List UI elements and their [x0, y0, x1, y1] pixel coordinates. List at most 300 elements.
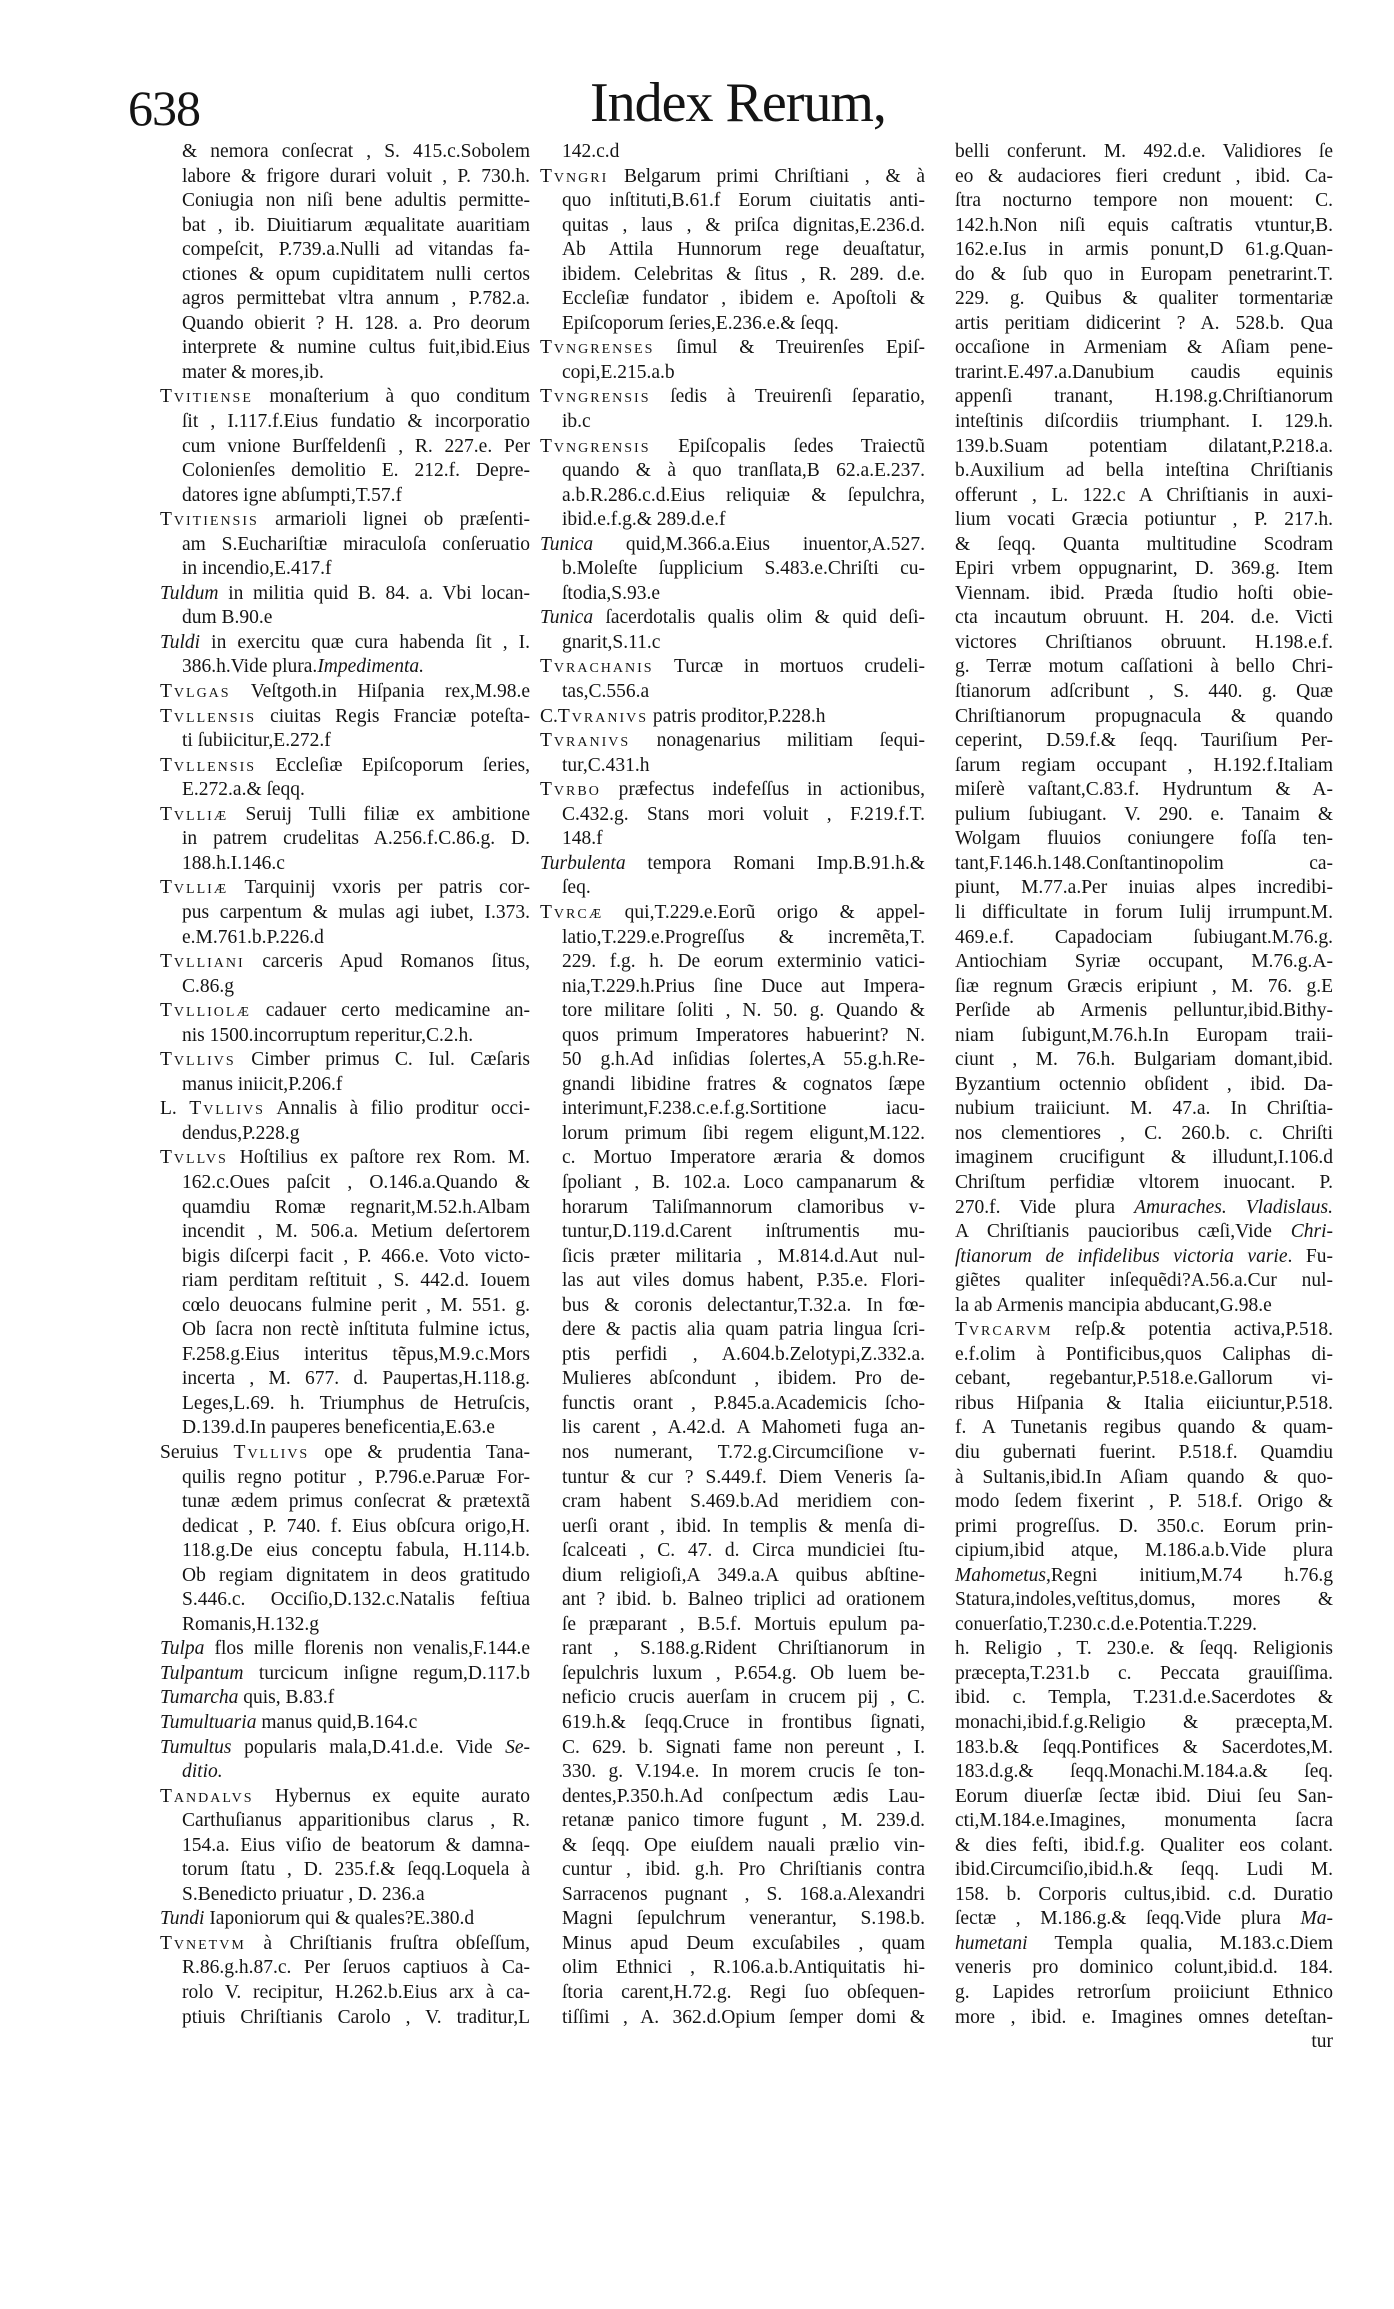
- index-entry-line: [540, 926, 925, 951]
- entry-text: interimunt,F.238.c.e.f.g.Sortitione iacu-: [562, 1098, 925, 1120]
- index-entry-line: [540, 1834, 925, 1859]
- index-entry-line: [955, 1245, 1333, 1270]
- entry-text: uerſi orant , ibid. In templis & menſa di-: [562, 1515, 925, 1537]
- entry-text: b.Auxilium ad bella inteſtina Chriſtianis: [955, 460, 1333, 482]
- headword: Tvlliolæ: [160, 1000, 251, 1022]
- entry-text: agros permittebat vltra annum , P.782.a.: [182, 288, 530, 310]
- index-entry-line: [540, 975, 925, 1000]
- index-entry-line: [160, 1564, 530, 1589]
- index-entry-headline: [160, 705, 530, 730]
- headword: Tvrachanis: [540, 656, 654, 678]
- index-entry-line: [955, 1294, 1333, 1319]
- index-entry-line: [955, 1490, 1333, 1515]
- entry-text: b.Moleſte ſupplicium S.483.e.Chriſti cu-: [562, 558, 925, 580]
- entry-text: ſectæ , M.186.g.& ſeqq.Vide plura: [955, 1908, 1301, 1930]
- index-entry-line: [540, 459, 925, 484]
- index-entry-line: [540, 1613, 925, 1638]
- entry-text: Coniugia non niſi bene adultis permitte-: [182, 190, 530, 212]
- entry-text: neficio crucis auerſam in crucem pij , C.: [562, 1687, 925, 1709]
- index-entry-line: [955, 1956, 1333, 1981]
- index-entry-line: [955, 1024, 1333, 1049]
- index-entry-line: [955, 1416, 1333, 1441]
- entry-text: quilis regno potitur , P.796.e.Paruæ For-: [182, 1466, 530, 1488]
- index-entry-line: [955, 385, 1333, 410]
- entry-text: lis carent , A.42.d. A Mahometi fuga an-: [562, 1417, 925, 1439]
- index-entry-line: [955, 1588, 1333, 1613]
- index-entry-line: [955, 1220, 1333, 1245]
- entry-text: cipium,ibid atque, M.186.a.b.Vide plura: [955, 1540, 1333, 1562]
- entry-text: quitas , laus , & priſca dignitas,E.236.d.: [562, 214, 925, 236]
- entry-text: dium religioſi,A 349.a.A quibus abſtine-: [562, 1564, 925, 1586]
- index-entry-line: [955, 1932, 1333, 1957]
- index-entry-headline: [160, 1686, 530, 1711]
- entry-text: Chriſtianorum propugnacula & quando: [955, 705, 1333, 727]
- index-entry-line: [955, 729, 1333, 754]
- entry-text: R.86.g.h.87.c. Per ſeruos captiuos à Ca-: [182, 1957, 530, 1979]
- index-entry-headline: [540, 778, 925, 803]
- index-entry-line: [160, 238, 530, 263]
- index-entry-line: [540, 214, 925, 239]
- headword-prefix: C.: [540, 705, 558, 727]
- entry-text: præfectus indefeſſus in actionibus,: [600, 779, 925, 801]
- entry-text: las aut viles domus habent, P.35.e. Flori-: [562, 1270, 925, 1292]
- index-entry-line: [540, 312, 925, 337]
- headword: Tvllensis: [160, 705, 257, 727]
- entry-text: pus carpentum & mulas agi iubet, I.373.: [182, 901, 530, 923]
- index-entry-headline: [160, 1146, 530, 1171]
- index-entry-line: [955, 140, 1333, 165]
- entry-text: cti,M.184.e.Imagines, monumenta ſacra: [955, 1810, 1333, 1832]
- index-entry-line: [540, 1367, 925, 1392]
- entry-text: pulium ſubiugant. V. 290. e. Tanaim &: [955, 803, 1333, 825]
- entry-text: in incendio,E.417.f: [182, 558, 332, 580]
- entry-text: Mulieres abſcondunt , ibidem. Pro de-: [562, 1368, 925, 1390]
- entry-text: 154.a. Eius viſio de beatorum & damna-: [182, 1834, 530, 1856]
- entry-text: c. Mortuo Imperatore æraria & domos: [562, 1147, 925, 1169]
- entry-text: dendus,P.228.g: [182, 1122, 300, 1144]
- entry-text: 148.f: [562, 828, 603, 850]
- entry-text: ope & prudentia Tana-: [309, 1441, 531, 1463]
- index-entry-line: [955, 1981, 1333, 2006]
- entry-text: 330. g. V.194.e. In morem crucis ſe ton-: [562, 1761, 925, 1783]
- entry-text: quamdiu Romæ regnarit,M.52.h.Albam: [182, 1196, 530, 1218]
- index-entry-line: [955, 1711, 1333, 1736]
- entry-text: ſicis præter militaria , M.814.d.Aut nul-: [562, 1245, 925, 1267]
- entry-text: Carthuſianus apparitionibus clarus , R.: [182, 1810, 530, 1832]
- index-entry-line: [160, 1294, 530, 1319]
- index-entry-line: [160, 1220, 530, 1245]
- index-entry-line: [955, 1122, 1333, 1147]
- index-entry-line: [955, 950, 1333, 975]
- index-entry-line: [955, 680, 1333, 705]
- entry-text: nonagenarius militiam ſequi-: [630, 730, 925, 752]
- entry-text: dentes,P.350.h.Ad conſpectum ædis Lau-: [562, 1785, 925, 1807]
- index-entry-line: [160, 975, 530, 1000]
- index-entry-line: [540, 1441, 925, 1466]
- headword-italic: Tulpantum: [160, 1662, 244, 1684]
- entry-text: Statura,indoles,veſtitus,domus, mores &: [955, 1589, 1333, 1611]
- entry-text: Quando obierit ? H. 128. a. Pro deorum: [182, 312, 530, 334]
- index-entry-line: [955, 1637, 1333, 1662]
- index-entry-line: [955, 754, 1333, 779]
- entry-text: 229. g. Quibus & qualiter tormentariæ: [955, 288, 1333, 310]
- headword: Tvngrensis: [540, 386, 651, 408]
- index-entry-line: [540, 999, 925, 1024]
- index-entry-line: [955, 557, 1333, 582]
- entry-text: offerunt , L. 122.c A Chriſtianis in auxi-: [955, 484, 1333, 506]
- entry-text: 142.h.Non niſi equis caſtratis vtuntur,B.: [955, 214, 1333, 236]
- index-entry-line: [955, 926, 1333, 951]
- index-entry-line: [160, 189, 530, 214]
- entry-text: tant,F.146.h.148.Conſtantinopolim ca-: [955, 852, 1333, 874]
- index-entry-line: [540, 1097, 925, 1122]
- index-entry-line: [955, 1564, 1333, 1589]
- index-entry-headline: [160, 1785, 530, 1810]
- index-entry-line: [160, 140, 530, 165]
- index-entry-line: [160, 361, 530, 386]
- index-entry-line: [955, 1515, 1333, 1540]
- index-entry-headline: [540, 705, 925, 730]
- entry-text: 386.h.Vide plura.: [182, 656, 318, 678]
- entry-text: tempora Romani Imp.B.91.h.&: [625, 852, 925, 874]
- cross-reference-italic: Ma-: [1300, 1908, 1333, 1930]
- index-entry-line: [160, 926, 530, 951]
- entry-text: ſarum regiam occupant , H.192.f.Italiam: [955, 754, 1333, 776]
- index-entry-line: [540, 1686, 925, 1711]
- index-entry-line: [160, 1883, 530, 1908]
- index-entry-line: [540, 1245, 925, 1270]
- entry-text: Veſtgoth.in Hiſpania rex,M.98.e: [230, 681, 530, 703]
- entry-text: cadauer certo medicamine an-: [250, 1000, 530, 1022]
- entry-text: 142.c.d: [562, 141, 620, 162]
- index-entry-line: [160, 1539, 530, 1564]
- index-entry-line: [955, 778, 1333, 803]
- index-entry-line: [955, 631, 1333, 656]
- entry-text: 162.e.Ius in armis ponunt,D 61.g.Quan-: [955, 239, 1333, 261]
- index-entry-line: [955, 1760, 1333, 1785]
- entry-text: Eccleſiæ Epiſcoporum ſeries,: [256, 754, 530, 776]
- index-entry-line: [160, 557, 530, 582]
- index-entry-headline: [540, 533, 925, 558]
- entry-text: tuntur & cur ? S.449.f. Diem Veneris ſa-: [562, 1466, 925, 1488]
- index-entry-headline: [160, 582, 530, 607]
- entry-text: Iaponiorum qui & quales?E.380.d: [204, 1908, 475, 1930]
- index-entry-line: [540, 1048, 925, 1073]
- index-entry-line: [540, 1318, 925, 1343]
- index-entry-line: [540, 1392, 925, 1417]
- entry-text: in patrem crudelitas A.256.f.C.86.g. D.: [182, 828, 530, 850]
- entry-text: e.f.olim à Pontificibus,quos Caliphas di-: [955, 1343, 1333, 1365]
- index-entry-line: [160, 165, 530, 190]
- entry-text: h. Religio , T. 230.e. & ſeqq. Religionis: [955, 1638, 1333, 1660]
- index-entry-line: [540, 287, 925, 312]
- headword: Tvitiensis: [160, 509, 259, 531]
- index-entry-line: [955, 1367, 1333, 1392]
- index-entry-headline: [160, 1441, 530, 1466]
- index-entry-line: [540, 1662, 925, 1687]
- index-entry-line: [160, 1122, 530, 1147]
- index-entry-headline: [540, 435, 925, 460]
- entry-text: 270.f. Vide plura: [955, 1196, 1135, 1218]
- entry-text: latio,T.229.e.Progreſſus & incremẽta,T.: [562, 926, 925, 948]
- index-entry-line: [955, 1269, 1333, 1294]
- index-entry-line: [540, 1760, 925, 1785]
- entry-text: 188.h.I.146.c: [182, 852, 285, 874]
- entry-text: tore militare ſoliti , N. 50. g. Quando &: [562, 1000, 925, 1022]
- index-entry-line: [955, 165, 1333, 190]
- index-entry-headline: [160, 385, 530, 410]
- entry-text: ſe præparant , B.5.f. Mortuis epulum pa-: [562, 1613, 925, 1635]
- index-entry-line: [955, 1785, 1333, 1810]
- entry-text: ſtodia,S.93.e: [562, 582, 661, 604]
- index-entry-line: [160, 1343, 530, 1368]
- headword-italic: Tunica: [540, 607, 594, 629]
- entry-text: ſit , I.117.f.Eius fundatio & incorporatio: [182, 411, 530, 433]
- headword-italic: humetani: [955, 1932, 1028, 1954]
- index-entry-line: [540, 1858, 925, 1883]
- running-title: Index Rerum,: [590, 72, 886, 134]
- entry-text: torum ſtatu , D. 235.f.& ſeqq.Loquela à: [182, 1859, 530, 1881]
- index-entry-line: [955, 1686, 1333, 1711]
- index-entry-line: [540, 1981, 925, 2006]
- headword: Tvngrensis: [540, 435, 651, 457]
- entry-text: monaſterium à quo conditum: [252, 386, 530, 408]
- index-entry-headline: [160, 1048, 530, 1073]
- index-entry-line: [955, 1613, 1333, 1638]
- headword: Tvlgas: [160, 681, 231, 703]
- index-entry-line: [540, 950, 925, 975]
- index-entry-line: [955, 1048, 1333, 1073]
- index-entry-line: [955, 975, 1333, 1000]
- index-entry-line: [955, 1392, 1333, 1417]
- index-entry-line: [160, 1392, 530, 1417]
- entry-text: ſimul & Treuirenſes Epiſ-: [654, 337, 925, 359]
- entry-text: & nemora conſecrat , S. 415.c.Sobolem: [182, 141, 530, 162]
- entry-text: diu gubernati fuerint. P.518.f. Quamdiu: [955, 1441, 1333, 1463]
- entry-text: giẽtes qualiter inſequẽdi?A.56.a.Cur nul-: [955, 1270, 1333, 1292]
- index-entry-line: [160, 336, 530, 361]
- index-entry-line: [160, 1073, 530, 1098]
- index-entry-line: [955, 1466, 1333, 1491]
- entry-text: ciuitas Regis Franciæ poteſta-: [256, 705, 530, 727]
- entry-text: ibid. c. Templa, T.231.d.e.Sacerdotes &: [955, 1687, 1333, 1709]
- entry-text: primi progreſſus. D. 350.c. Eorum prin-: [955, 1515, 1333, 1537]
- entry-text: bat , ib. Diuitiarum æqualitate auaritiam: [182, 214, 530, 236]
- entry-text: Eorum diuerſæ ſectæ ibid. Diui ſeu San-: [955, 1785, 1333, 1807]
- entry-text: inteſtinis diſcordiis triumphant. I. 129.h.: [955, 411, 1333, 433]
- entry-text: ſiæ regnum Græcis eripiunt , M. 76. g.E: [955, 975, 1333, 997]
- entry-text: tur,C.431.h: [562, 754, 650, 776]
- index-entry-line: [540, 1196, 925, 1221]
- index-entry-line: [955, 1171, 1333, 1196]
- headword-italic: Mahometus: [955, 1564, 1046, 1586]
- entry-text: cœlo deuocans fulmine perit , M. 551. g.: [182, 1294, 530, 1316]
- index-entry-line: [160, 1024, 530, 1049]
- entry-text: ciunt , M. 76.h. Bulgariam domant,ibid.: [955, 1049, 1333, 1071]
- entry-text: am S.Euchariſtiæ miraculoſa conſeruatio: [182, 533, 530, 555]
- index-entry-line: [160, 435, 530, 460]
- entry-text: C.432.g. Stans mori voluit , F.219.f.T.: [562, 803, 925, 825]
- index-entry-line: [540, 140, 925, 165]
- entry-text: belli conferunt. M. 492.d.e. Validiores ſe: [955, 141, 1333, 162]
- index-entry-line: [955, 1097, 1333, 1122]
- index-entry-line: [955, 214, 1333, 239]
- entry-text: Chriſtum perfidiæ vltorem inuocant. P.: [955, 1171, 1333, 1193]
- index-entry-line: [540, 410, 925, 435]
- entry-text: horarum Taliſmannorum clamoribus v-: [562, 1196, 925, 1218]
- entry-text: lium vocati Græcia potiuntur , P. 217.h.: [955, 509, 1333, 531]
- index-entry-line: [160, 2006, 530, 2031]
- index-entry-line: [160, 1858, 530, 1883]
- entry-text: nis 1500.incorruptum reperitur,C.2.h.: [182, 1024, 474, 1046]
- index-entry-line: [955, 803, 1333, 828]
- entry-text: flos mille florenis non venalis,F.144.e: [204, 1638, 530, 1660]
- headword-italic: Tuldum: [160, 582, 219, 604]
- entry-text: popularis mala,D.41.d.e. Vide: [231, 1736, 506, 1758]
- entry-text: Wolgam fluuios coniungere foſſa ten-: [955, 828, 1333, 850]
- headword: Tvrcæ: [540, 901, 604, 923]
- entry-text: Seruij Tulli filiæ ex ambitione: [228, 803, 530, 825]
- entry-text: ſcalceati , C. 47. d. Circa mundiciei ſtu-: [562, 1540, 925, 1562]
- entry-text: C.86.g: [182, 975, 235, 997]
- index-entry-line: [955, 1441, 1333, 1466]
- entry-text: 162.c.Oues paſcit , O.146.a.Quando &: [182, 1171, 530, 1193]
- index-entry-line: [955, 287, 1333, 312]
- headword: Tvlliani: [160, 951, 245, 973]
- entry-text: manus iniicit,P.206.f: [182, 1073, 343, 1095]
- entry-text: ,Regni initium,M.74 h.76.g: [1046, 1564, 1333, 1586]
- entry-text: quos primum Imperatores habuerint? N.: [562, 1024, 925, 1046]
- entry-text: monachi,ibid.f.g.Religio & præcepta,M.: [955, 1712, 1333, 1733]
- entry-text: Cimber primus C. Iul. Cæſaris: [235, 1049, 530, 1071]
- entry-text: turcicum inſigne regum,D.117.b: [243, 1662, 530, 1684]
- entry-text: incerta , M. 677. d. Paupertas,H.118.g.: [182, 1368, 530, 1390]
- index-entry-line: [955, 827, 1333, 852]
- entry-text: Annalis à filio proditur occi-: [264, 1098, 530, 1120]
- index-entry-line: [160, 287, 530, 312]
- entry-text: & ſeqq. Quanta multitudine Scodram: [955, 533, 1333, 555]
- index-entry-line: [160, 214, 530, 239]
- entry-text: Belgarum primi Chriſtiani , & à: [608, 165, 925, 187]
- entry-text: rant , S.188.g.Rident Chriſtianorum in: [562, 1638, 925, 1660]
- entry-text: D.139.d.In pauperes beneficentia,E.63.e: [182, 1417, 495, 1439]
- entry-text: ſepulchris luxum , P.654.g. Ob luem be-: [562, 1662, 925, 1684]
- headword: Tvnetvm: [160, 1932, 246, 1954]
- entry-text: S.Benedicto priuatur , D. 236.a: [182, 1883, 425, 1905]
- index-entry-line: [540, 508, 925, 533]
- entry-text: bus & coronis delectantur,T.32.a. In fœ-: [562, 1294, 925, 1316]
- index-entry-headline: [160, 803, 530, 828]
- index-entry-line: [955, 1146, 1333, 1171]
- index-entry-line: [540, 1809, 925, 1834]
- entry-text: Byzantium octennio obſident , ibid. Da-: [955, 1073, 1333, 1095]
- entry-text: cram habent S.469.b.Ad meridiem con-: [562, 1491, 925, 1513]
- entry-text: F.258.g.Eius interitus tẽpus,M.9.c.Mors: [182, 1343, 530, 1365]
- entry-text: functis orant , P.845.a.Academicis ſcho-: [562, 1392, 925, 1414]
- entry-text: nos clementiores , C. 260.b. c. Chriſti: [955, 1122, 1333, 1144]
- entry-text: à Sultanis,ibid.In Aſiam quando & quo-: [955, 1466, 1333, 1488]
- headword: Tvllivs: [189, 1098, 265, 1120]
- entry-text: Ob regiam dignitatem in deos gratitudo: [182, 1564, 530, 1586]
- entry-text: rolo V. recipitur, H.262.b.Eius arx à ca-: [182, 1982, 530, 2004]
- entry-text: 183.d.g.& ſeqq.Monachi.M.184.a.& ſeq.: [955, 1761, 1333, 1783]
- entry-text: 469.e.f. Capadociam ſubiugant.M.76.g.: [955, 926, 1333, 948]
- index-entry-line: [540, 1711, 925, 1736]
- headword: Tvllensis: [160, 754, 257, 776]
- index-entry-headline: [160, 1736, 530, 1761]
- index-entry-line: [540, 1269, 925, 1294]
- index-entry-line: [540, 1637, 925, 1662]
- entry-text: Turcæ in mortuos crudeli-: [653, 656, 925, 678]
- entry-text: ceperint, D.59.f.& ſeqq. Tauriſium Per-: [955, 730, 1333, 752]
- index-entry-line: [955, 606, 1333, 631]
- entry-text: 139.b.Suam potentiam dilatant,P.218.a.: [955, 435, 1333, 457]
- entry-text: & dies feſti, ibid.f.g. Qualiter eos colant.: [955, 1834, 1333, 1856]
- index-entry-line: [540, 1171, 925, 1196]
- entry-text: Romanis,H.132.g: [182, 1613, 320, 1635]
- index-entry-line: [160, 484, 530, 509]
- entry-text: armarioli lignei ob præſenti-: [258, 509, 530, 531]
- entry-text: ribus Hiſpania & Italia eiiciuntur,P.518.: [955, 1392, 1333, 1414]
- entry-text: A Chriſtianis paucioribus cæſi,Vide: [955, 1221, 1291, 1243]
- entry-text: præcepta,T.231.b c. Peccata grauiſſima.: [955, 1662, 1333, 1684]
- entry-text: conuerſatio,T.230.c.d.e.Potentia.T.229.: [955, 1613, 1257, 1635]
- entry-text: Templa qualia, M.183.c.Diem: [1027, 1932, 1333, 1954]
- index-entry-line: [955, 999, 1333, 1024]
- headword-italic: Tumarcha: [160, 1687, 239, 1709]
- entry-text: cta incautum obruunt. H. 204. d.e. Victi: [955, 607, 1333, 629]
- entry-text: appenſi tranant, H.198.g.Chriſtianorum: [955, 386, 1333, 408]
- index-entry-line: [955, 312, 1333, 337]
- index-entry-line: [160, 459, 530, 484]
- index-entry-line: [540, 876, 925, 901]
- entry-text: Ob ſacra non rectè inſtituta fulmine ictus,: [182, 1319, 530, 1341]
- index-entry-headline: [540, 606, 925, 631]
- entry-text: ſpoliant , B. 102.a. Loco campanarum &: [562, 1171, 925, 1193]
- entry-text: 50 g.h.Ad inſidias ſolertes,A 55.g.h.Re-: [562, 1049, 925, 1071]
- index-entry-headline: [160, 876, 530, 901]
- index-entry-line: [160, 1318, 530, 1343]
- index-entry-line: [160, 263, 530, 288]
- index-entry-line: [955, 189, 1333, 214]
- entry-text: mater & mores,ib.: [182, 361, 324, 383]
- index-entry-line: [540, 1220, 925, 1245]
- headword-italic: Tuldi: [160, 631, 201, 653]
- index-entry-line: [955, 2006, 1333, 2031]
- headword-italic: Tunica: [540, 533, 594, 555]
- index-entry-line: [160, 655, 530, 680]
- entry-text: dere & pactis alia quam patria lingua ſcri-: [562, 1319, 925, 1341]
- index-entry-line: [540, 1024, 925, 1049]
- entry-text: Tarquinij vxoris per patris cor-: [228, 877, 530, 899]
- entry-text: ibid.e.f.g.& 289.d.e.f: [562, 509, 726, 531]
- entry-text: quis, B.83.f: [238, 1687, 335, 1709]
- entry-text: more , ibid. e. Imagines omnes deteſtan-: [955, 2006, 1333, 2028]
- index-entry-line: [955, 1736, 1333, 1761]
- entry-text: C. 629. b. Signati fame non pereunt , I.: [562, 1736, 925, 1758]
- index-entry-headline: [160, 1907, 530, 1932]
- index-entry-line: [160, 533, 530, 558]
- index-entry-line: [955, 655, 1333, 680]
- index-entry-line: [160, 1809, 530, 1834]
- entry-text: E.272.a.& ſeqq.: [182, 779, 305, 801]
- entry-text: quo inſtituti,B.61.f Eorum ciuitatis anti-: [562, 190, 925, 212]
- entry-text: 118.g.De eius conceptu fabula, H.114.b.: [182, 1540, 530, 1562]
- entry-text: ctiones & opum cupiditatem nulli certos: [182, 263, 530, 285]
- index-entry-headline: [160, 754, 530, 779]
- index-entry-line: [160, 410, 530, 435]
- index-entry-headline: [955, 1318, 1333, 1343]
